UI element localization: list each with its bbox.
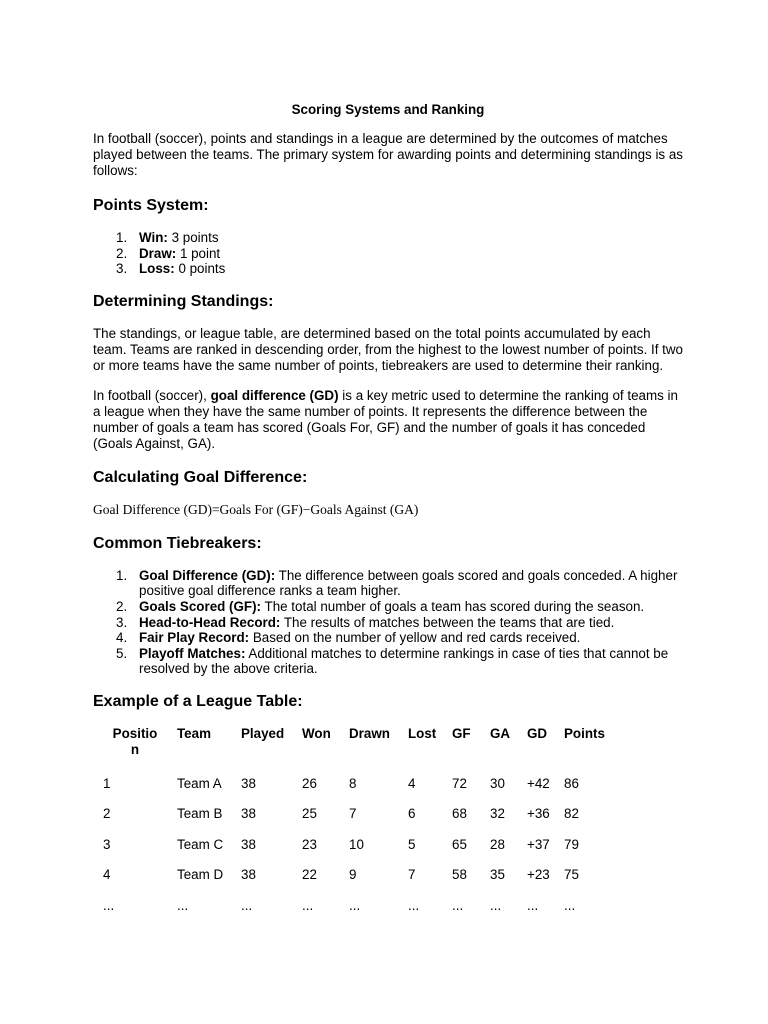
table-cell: 8: [349, 775, 357, 791]
table-row: [93, 867, 614, 898]
list-item: 1. Goal Difference (GD): The difference between goals scored and goals conceded. A higher positive goal difference ranks a team higher.: [116, 567, 678, 599]
table-cell: 5: [408, 836, 416, 852]
column-header: GA: [490, 725, 511, 741]
table-cell: 32: [490, 806, 505, 822]
table-cell: 9: [349, 867, 357, 883]
table-cell: 75: [564, 867, 579, 883]
table-cell: 38: [241, 775, 256, 791]
table-cell: 23: [302, 836, 317, 852]
goal-difference-paragraph: In football (soccer), goal difference (GD) is a key metric used to determine the ranking of teams in a league when they have the same number of points. It represents the difference between the number of goals a team has scored (Goals For, GF) and the number of goals it has conceded (Goals Against, GA).: [93, 387, 678, 451]
standings-heading: Determining Standings:: [93, 292, 274, 310]
gd-formula: Goal Difference (GD)=Goals For (GF)−Goals Against (GA): [93, 501, 419, 517]
table-cell: 1: [103, 775, 111, 791]
table-cell: 22: [302, 867, 317, 883]
tiebreakers-heading: Common Tiebreakers:: [93, 534, 262, 552]
table-cell: 26: [302, 775, 317, 791]
column-header: Won: [302, 725, 331, 741]
table-cell: 3: [103, 836, 111, 852]
column-header: Played: [241, 725, 285, 741]
table-cell: ...: [527, 897, 539, 913]
table-cell: +42: [527, 775, 550, 791]
table-cell: ...: [408, 897, 420, 913]
table-cell: 38: [241, 806, 256, 822]
table-cell: 38: [241, 867, 256, 883]
table-cell: 68: [452, 806, 467, 822]
table-cell: 4: [103, 867, 111, 883]
table-cell: 86: [564, 775, 579, 791]
league-table-heading: Example of a League Table:: [93, 692, 303, 710]
table-header-row: [93, 726, 614, 776]
table-cell: ...: [490, 897, 502, 913]
document-body: [93, 102, 683, 928]
column-header: GF: [452, 725, 471, 741]
column-header: Points: [564, 725, 605, 741]
table-cell: +23: [527, 867, 550, 883]
list-item: 3. Loss: 0 points: [116, 261, 226, 277]
table-cell: 58: [452, 867, 467, 883]
table-cell: 2: [103, 806, 111, 822]
table-cell: 30: [490, 775, 505, 791]
list-item: 1. Win: 3 points: [116, 230, 219, 245]
table-cell: 38: [241, 836, 256, 852]
table-cell: Team B: [177, 806, 223, 822]
column-header: Lost: [408, 725, 437, 741]
table-cell: 72: [452, 775, 467, 791]
table-cell: ...: [177, 897, 189, 913]
list-item: 3. Head-to-Head Record: The results of matches between the teams that are tied.: [116, 614, 615, 630]
table-cell: ...: [302, 897, 314, 913]
tiebreakers-list: [93, 568, 683, 677]
table-cell: ...: [103, 897, 115, 913]
list-item: 2. Goals Scored (GF): The total number of goals a team has scored during the season.: [116, 598, 645, 614]
list-item: 2. Draw: 1 point: [116, 245, 221, 261]
league-table: [93, 726, 614, 929]
table-cell: ...: [452, 897, 464, 913]
column-header: GD: [527, 725, 548, 741]
table-cell: 7: [349, 806, 357, 822]
table-cell: ...: [564, 897, 576, 913]
list-item: 4. Fair Play Record: Based on the number of yellow and red cards received.: [116, 630, 581, 646]
table-cell: 25: [302, 806, 317, 822]
standings-paragraph: The standings, or league table, are determined based on the total points accumulated by each team. Teams are ranked in descending order, from the highest to the lowest number of points. If two or more teams have the same number of points, tiebreakers are used to determine their ranking.: [93, 325, 684, 373]
table-row: [93, 806, 614, 837]
points-system-list: [93, 230, 683, 277]
table-row: [93, 898, 614, 929]
table-cell: 82: [564, 806, 579, 822]
column-header: Positio n: [112, 725, 158, 757]
table-cell: 6: [408, 806, 416, 822]
table-cell: 28: [490, 836, 505, 852]
list-item: 5. Playoff Matches: Additional matches to determine rankings in case of ties that cannot be resolved by the above criteria.: [116, 645, 669, 677]
table-cell: ...: [241, 897, 253, 913]
table-row: [93, 837, 614, 868]
table-body: [93, 776, 614, 929]
table-cell: +37: [527, 836, 550, 852]
table-cell: Team D: [177, 867, 224, 883]
points-system-heading: Points System:: [93, 197, 209, 214]
column-header: Team: [177, 725, 211, 741]
table-cell: 7: [408, 867, 416, 883]
intro-paragraph: In football (soccer), points and standings in a league are determined by the outcomes of matches played between the teams. The primary system for awarding points and determining standings is as follows:: [93, 131, 683, 178]
table-row: [93, 776, 614, 807]
table-cell: 79: [564, 836, 579, 852]
table-cell: 65: [452, 836, 467, 852]
table-cell: +36: [527, 806, 550, 822]
column-header: Drawn: [349, 725, 390, 741]
table-cell: Team C: [177, 836, 224, 852]
table-cell: 10: [349, 836, 364, 852]
calculating-gd-heading: Calculating Goal Difference:: [93, 468, 308, 486]
table-cell: Team A: [177, 775, 222, 791]
table-cell: ...: [349, 897, 361, 913]
page-title: Scoring Systems and Ranking: [291, 102, 485, 117]
table-cell: 4: [408, 775, 416, 791]
table-cell: 35: [490, 867, 505, 883]
